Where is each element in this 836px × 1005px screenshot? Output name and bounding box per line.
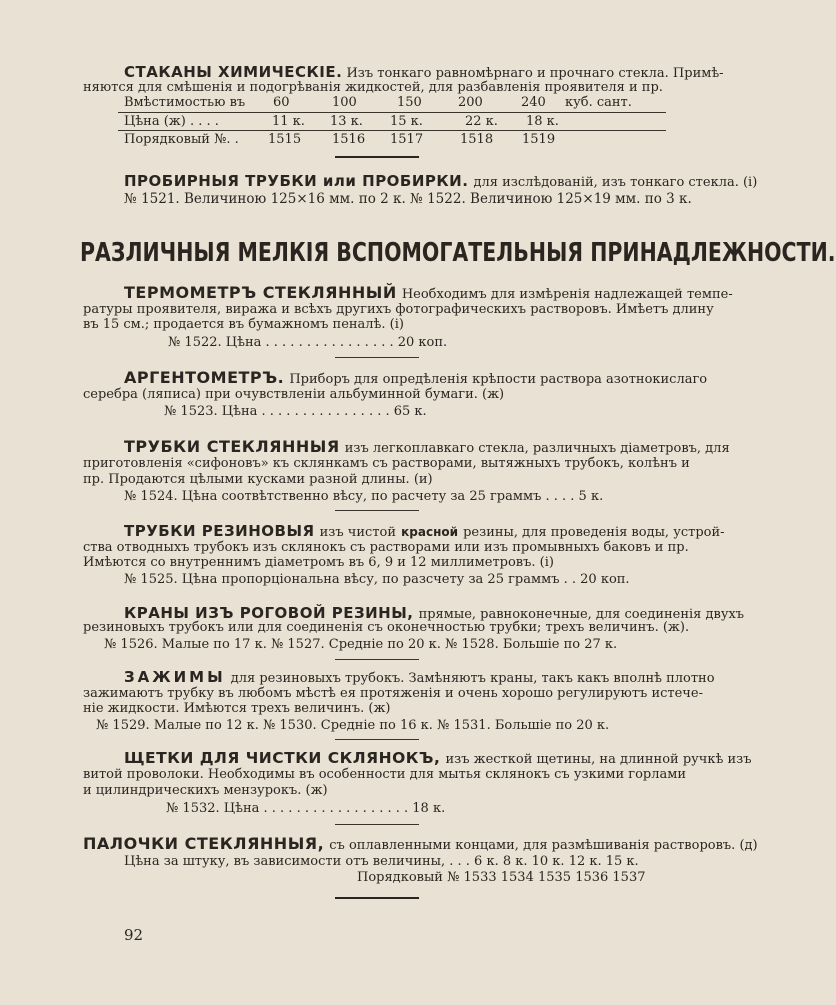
- probirki-desc: для изслѣдованій, изъ тонкаго стекла. (і): [473, 175, 758, 190]
- argentometr-title: АРГЕНТОМЕТРЪ.: [124, 368, 285, 387]
- trubki-rez-title: ТРУБКИ РЕЗИНОВЫЯ: [124, 522, 315, 540]
- divider: [335, 739, 419, 740]
- page-number: 92: [124, 926, 144, 944]
- termometr-d3: въ 15 см.; продается въ бумажномъ пеналѣ. (і): [83, 317, 404, 332]
- stakany-price-3: 22 к.: [465, 114, 498, 129]
- trubki-rez-line1: [124, 521, 725, 541]
- zazhimy-price: № 1529. Малые по 12 к. № 1530. Средніе по 16 к. № 1531. Большіе по 20 к.: [96, 718, 610, 733]
- krany-title: КРАНЫ ИЗЪ РОГОВОЙ РЕЗИНЫ,: [124, 604, 414, 622]
- trubki-rez-price: № 1525. Цѣна пропорціональна вѣсу, по разсчету за 25 граммъ . . 20 коп.: [124, 572, 630, 587]
- stakany-price-1: 13 к.: [330, 114, 363, 129]
- divider: [335, 824, 419, 825]
- stakany-cap-2: 150: [397, 95, 422, 110]
- stakany-cap-0: 60: [273, 95, 290, 110]
- stakany-desc2: няются для смѣшенія и подогрѣванія жидкостей, для разбавленія проявителя и пр.: [83, 80, 663, 95]
- krany-d1: прямые, равноконечные, для соединенія двухъ: [418, 607, 745, 622]
- shchetki-d2: витой проволоки. Необходимы въ особенности для мытья склянокъ съ узкими горлами: [83, 767, 687, 782]
- stakany-ord-label: Порядковый №. .: [124, 132, 239, 147]
- termometr-line1: [124, 283, 733, 303]
- divider: [335, 156, 419, 158]
- stakany-ord-0: 1515: [268, 132, 302, 147]
- stakany-rule-2: [118, 130, 666, 131]
- krany-d2: резиновыхъ трубокъ или для соединенія съ оконечностью трубки; трехъ величинъ. (ж).: [83, 620, 690, 635]
- divider: [335, 897, 419, 899]
- trubki-st-price: № 1524. Цѣна соотвѣтственно вѣсу, по расчету за 25 граммъ . . . . 5 к.: [124, 489, 604, 504]
- divider: [335, 659, 419, 660]
- divider: [335, 357, 419, 358]
- probirki-line2: № 1521. Величиною 125×16 мм. по 2 к. № 1522. Величиною 125×19 мм. по 3 к.: [124, 191, 692, 207]
- argentometr-d1: Приборъ для опредѣленія крѣпости раствора азотнокислаго: [289, 372, 708, 387]
- probirki-title: ПРОБИРНЫЯ ТРУБКИ или ПРОБИРКИ.: [124, 172, 469, 190]
- stakany-rule-1: [118, 112, 666, 113]
- trubki-st-d3: пр. Продаются цѣлыми кусками разной длины. (и): [83, 472, 433, 487]
- shchetki-title: ЩЕТКИ ДЛЯ ЧИСТКИ СКЛЯНОКЪ,: [124, 749, 441, 767]
- trubki-st-line1: [124, 437, 730, 457]
- palochki-line1: [83, 834, 758, 854]
- trubki-rez-d1a: изъ чистой: [319, 525, 397, 540]
- trubki-rez-d1c: резины, для проведенія воды, устрой-: [463, 525, 725, 540]
- shchetki-price: № 1532. Цѣна . . . . . . . . . . . . . . . . . . 18 к.: [166, 801, 446, 816]
- termometr-d1: Необходимъ для измѣренія надлежащей темпе-: [401, 287, 733, 302]
- stakany-cap-1: 100: [332, 95, 357, 110]
- argentometr-d2: серебра (ляписа) при очувствленіи альбуминной бумаги. (ж): [83, 387, 505, 402]
- palochki-title: ПАЛОЧКИ СТЕКЛЯННЫЯ,: [83, 834, 325, 853]
- trubki-rez-d3: Имѣются со внутреннимъ діаметромъ въ 6, 9 и 12 миллиметровъ. (і): [83, 555, 554, 570]
- stakany-price-label: Цѣна (ж) . . . .: [124, 114, 219, 129]
- argentometr-line1: [124, 368, 707, 388]
- stakany-cap-label: Вмѣстимостью въ: [124, 95, 246, 110]
- stakany-desc1: Изъ тонкаго равномѣрнаго и прочнаго стекла. Примѣ-: [346, 66, 724, 81]
- stakany-cap-4: 240: [521, 95, 546, 110]
- trubki-st-d2: приготовленія «сифоновъ» къ склянкамъ съ растворами, вытяжныхъ трубокъ, колѣнъ и: [83, 456, 690, 471]
- termometr-d2: ратуры проявителя, виража и всѣхъ другихъ фотографическихъ растворовъ. Имѣетъ длину: [83, 302, 714, 317]
- shchetki-line1: [124, 748, 752, 768]
- stakany-price-4: 18 к.: [526, 114, 559, 129]
- stakany-cap-unit: куб. сант.: [565, 95, 632, 110]
- shchetki-d1: изъ жесткой щетины, на длинной ручкѣ изъ: [445, 752, 752, 767]
- divider: [335, 510, 419, 511]
- stakany-ord-1: 1516: [332, 132, 366, 147]
- palochki-d1: съ оплавленными концами, для размѣшиванія растворовъ. (д): [329, 838, 758, 853]
- probirki-line1: [124, 171, 757, 191]
- stakany-price-2: 15 к.: [390, 114, 423, 129]
- palochki-d2: Цѣна за штуку, въ зависимости отъ величины, . . . 6 к. 8 к. 10 к. 12 к. 15 к.: [124, 854, 639, 869]
- zazhimy-title: ЗАЖИМЫ: [124, 668, 226, 686]
- palochki-d3: Порядковый № 1533 1534 1535 1536 1537: [357, 870, 646, 885]
- stakany-cap-3: 200: [458, 95, 483, 110]
- stakany-title: СТАКАНЫ ХИМИЧЕСКІЕ.: [124, 63, 343, 81]
- stakany-ord-3: 1518: [460, 132, 494, 147]
- shchetki-d3: и цилиндрическихъ мензурокъ. (ж): [83, 783, 328, 798]
- zazhimy-line1: [124, 667, 715, 687]
- argentometr-price: № 1523. Цѣна . . . . . . . . . . . . . . . . 65 к.: [164, 404, 427, 419]
- trubki-rez-d1b: красной: [401, 525, 459, 539]
- krany-price: № 1526. Малые по 17 к. № 1527. Средніе по 20 к. № 1528. Большіе по 27 к.: [104, 637, 618, 652]
- zazhimy-d3: ніе жидкости. Имѣются трехъ величинъ. (ж): [83, 701, 391, 716]
- zazhimy-d2: зажимаютъ трубку въ любомъ мѣстѣ ея протяженія и очень хорошо регулируютъ истече-: [83, 686, 703, 701]
- termometr-price: № 1522. Цѣна . . . . . . . . . . . . . . . . 20 коп.: [168, 335, 448, 350]
- trubki-rez-d2: ства отводныхъ трубокъ изъ склянокъ съ растворами или изъ промывныхъ баковъ и пр.: [83, 540, 689, 555]
- trubki-st-d1: изъ легкоплавкаго стекла, различныхъ діаметровъ, для: [344, 441, 730, 456]
- termometr-title: ТЕРМОМЕТРЪ СТЕКЛЯННЫЙ: [124, 283, 397, 302]
- section-title: РАЗЛИЧНЫЯ МЕЛКІЯ ВСПОМОГАТЕЛЬНЫЯ ПРИНАДЛЕЖНОСТИ.: [80, 237, 836, 267]
- stakany-price-0: 11 к.: [272, 114, 305, 129]
- stakany-ord-4: 1519: [522, 132, 556, 147]
- stakany-ord-2: 1517: [390, 132, 424, 147]
- trubki-st-title: ТРУБКИ СТЕКЛЯННЫЯ: [124, 437, 340, 456]
- zazhimy-d1: для резиновыхъ трубокъ. Замѣняютъ краны, такъ какъ вполнѣ плотно: [230, 671, 715, 686]
